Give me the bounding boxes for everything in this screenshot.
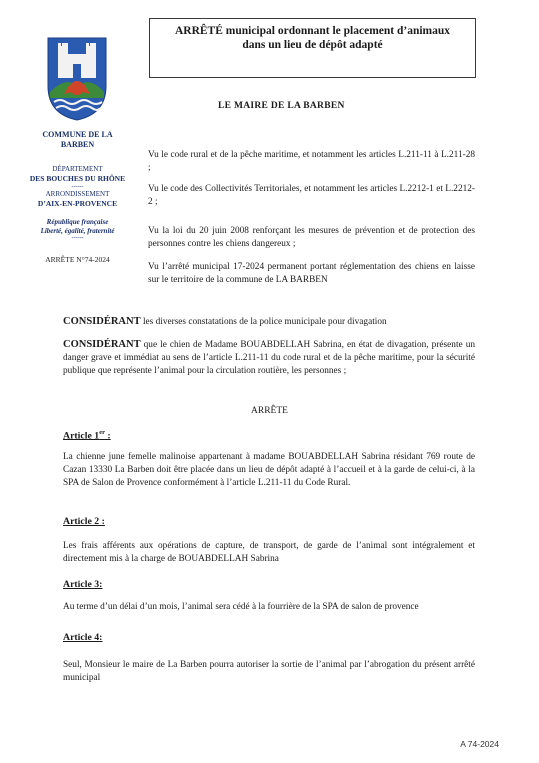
departement-name: DES BOUCHES DU RHÔNE [29,174,126,183]
visa-3: Vu la loi du 20 juin 2008 renforçant les mesures de prévention et de protection des personnes contre les chiens dangereux ; [148,226,475,249]
article-1-colon: : [104,430,111,442]
article-3-text: Au terme d’un délai d’un mois, l’animal sera cédé à la fourrière de la SPA de salon de provence [63,602,419,612]
departement-label: DÉPARTEMENT [52,165,103,173]
visa-1: Vu le code rural et de la pêche maritime, et notamment les articles L.211-11 à L.211-28 ; [148,150,475,173]
commune-line-1: COMMUNE DE LA [42,130,113,139]
considerant-2-text: que le chien de Madame BOUABDELLAH Sabrina, en état de divagation, présente un danger grave et immédiat au sens de l’article L.211-11 du code rural et de la pêche maritime, pour la sécurité publique que représente l’animal pour la circulation routière, les personnes ; [63,340,475,376]
commune-line-2: BARBEN [60,140,95,149]
republique-block [14,218,141,241]
arrondissement-name: D’AIX-EN-PROVENCE [37,199,118,208]
authority-heading: LE MAIRE DE LA BARBEN [218,101,345,111]
separator-1: ------ [71,184,84,190]
considerant-keyword: CONSIDÉRANT [63,316,141,327]
article-3-heading: Article 3: [63,579,103,590]
title-line-2: dans un lieu de dépôt adapté [242,39,383,51]
article-1-sup: er [99,429,105,436]
visa-4: Vu l’arrêté municipal 17-2024 permanent portant réglementation des chiens en laisse sur le territoire de la commune de LA BARBEN [148,262,475,285]
article-1-heading [63,429,111,441]
considerant-keyword: CONSIDÉRANT [63,339,141,350]
article-2-text: Les frais afférents aux opérations de capture, de transport, de garde de l’animal sont intégralement et directement mis à la charge de BOUABDELLAH Sabrina [63,541,475,564]
article-4-text: Seul, Monsieur le maire de La Barben pourra autoriser la sortie de l’animal par l’abrogation du présent arrêté municipal [63,660,475,683]
considerant-1 [63,315,475,329]
devise-label: Liberté, égalité, fraternité [40,226,115,235]
considerant-2 [63,338,475,378]
considerant-1-text: les diverses constatations de la police municipale pour divagation [142,317,387,327]
title-box [149,18,476,78]
republique-label: République française [46,218,109,226]
coat-of-arms-icon [46,36,108,122]
administrative-block [14,165,141,209]
article-2-heading: Article 2 : [63,516,105,527]
arrete-heading: ARRÊTE [251,406,288,416]
title-line-1: ARRÊTÉ municipal ordonnant le placement d’animaux [174,25,451,37]
arrete-number: ARRÊTE N°74-2024 [45,255,110,264]
page-footer-reference: A 74-2024 [460,739,499,749]
arrondissement-label: ARRONDISSEMENT [45,190,110,198]
visa-2: Vu le code des Collectivités Territoriales, et notamment les articles L.2212-1 et L.2212-2 ; [148,184,475,207]
article-1-text: La chienne june femelle malinoise appartenant à madame BOUABDELLAH Sabrina résidant 769 route de Cazan 13330 La Barben doit être placée dans un lieu de dépôt adapté à l’accueil et à la garde de celui-ci, à la SPA de Salon de Provence conformément à l’article L.211-11 du Code Rural. [63,452,475,488]
article-1-label: Article 1 [63,430,100,442]
separator-2: ------ [71,235,84,241]
commune-name [14,130,141,150]
article-4-heading: Article 4: [63,632,103,643]
